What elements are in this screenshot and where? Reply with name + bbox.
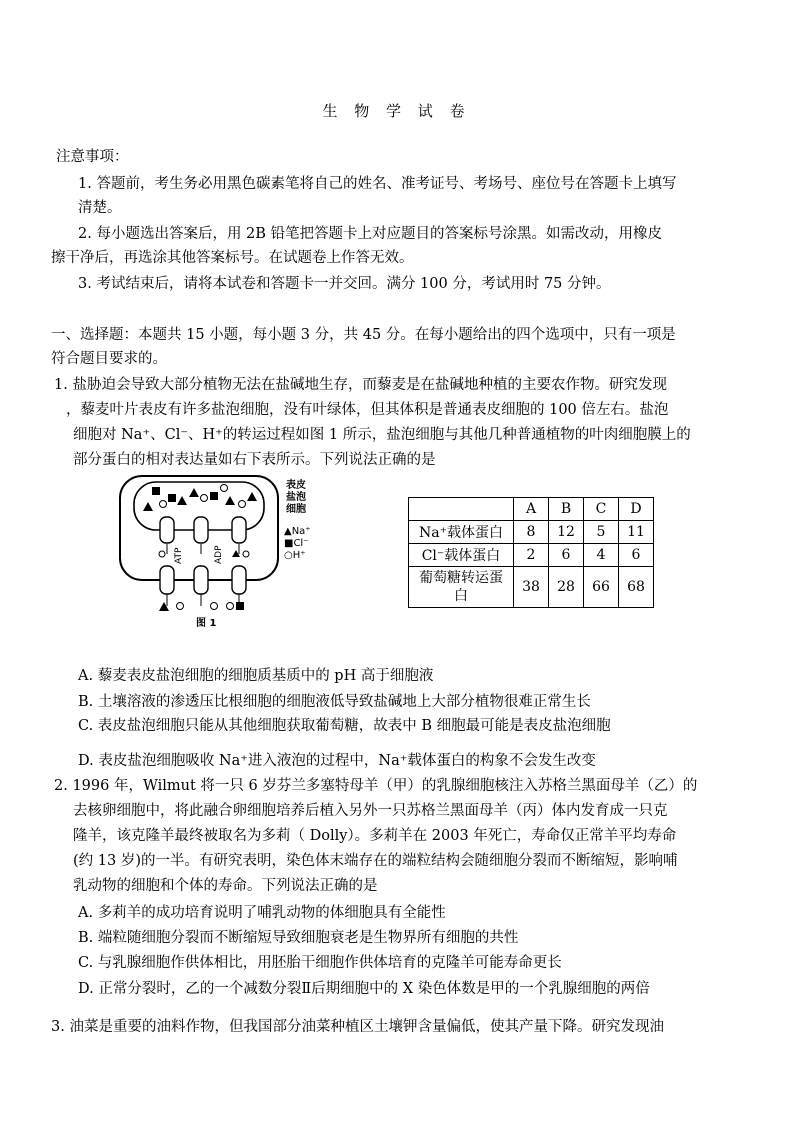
section-heading-cont: 符合题目要求的。 bbox=[51, 351, 167, 367]
legend-h: ○H⁺ bbox=[284, 550, 306, 561]
q2-stem-line: 乳动物的细胞和个体的寿命。下列说法正确的是 bbox=[73, 878, 378, 894]
table-cell: 2 bbox=[514, 544, 549, 567]
table-row-label: Cl⁻载体蛋白 bbox=[409, 544, 514, 567]
page-title: 生 物 学 试 卷 bbox=[322, 102, 471, 120]
q1-option-b: B. 土壤溶液的渗透压比根细胞的细胞液低导致盐碱地上大部分植物很难正常生长 bbox=[78, 694, 591, 710]
table-row-label: 葡萄糖转运蛋 白 bbox=[409, 567, 514, 608]
q1-option-c: C. 表皮盐泡细胞只能从其他细胞获取葡萄糖，故表中 B 细胞最可能是表皮盐泡细胞 bbox=[78, 718, 611, 734]
table-cell: 68 bbox=[619, 567, 654, 608]
table-header-cell: B bbox=[549, 498, 584, 521]
table-row bbox=[409, 567, 654, 608]
legend-na: ▲Na⁺ bbox=[284, 526, 311, 537]
section-heading: 一、选择题：本题共 15 小题，每小题 3 分，共 45 分。在每小题给出的四个选项中，只有一项是 bbox=[51, 327, 676, 343]
table-cell: 6 bbox=[549, 544, 584, 567]
table-cell: 28 bbox=[549, 567, 584, 608]
notice-item-3: 3. 考试结束后，请将本试卷和答题卡一并交回。满分 100 分，考试用时 75 分钟。 bbox=[78, 276, 611, 292]
figure-label-cell: 表皮 盐泡 细胞 bbox=[286, 480, 306, 515]
q1-stem-line: ，藜麦叶片表皮有许多盐泡细胞，没有叶绿体，但其体积是普通表皮细胞的 100 倍左右。盐泡 bbox=[66, 402, 669, 418]
table-cell: 12 bbox=[549, 521, 584, 544]
q2-stem-line: 隆羊，该克隆羊最终被取名为多莉（ Dolly）。多莉羊在 2003 年死亡，寿命仅正常羊平均寿命 bbox=[73, 828, 677, 844]
figure-legend bbox=[284, 526, 311, 562]
notice-item-1: 1. 答题前，考生务必用黑色碳素笔将自己的姓名、准考证号、考场号、座位号在答题卡上填写 bbox=[78, 176, 677, 192]
table-cell: 38 bbox=[514, 567, 549, 608]
table-cell: 8 bbox=[514, 521, 549, 544]
table-cell: 11 bbox=[619, 521, 654, 544]
q1-stem-line: 1. 盐胁迫会导致大部分植物无法在盐碱地生存，而藜麦是在盐碱地种植的主要农作物。研究发现 bbox=[54, 377, 667, 393]
table-cell: 66 bbox=[584, 567, 619, 608]
table-cell: 4 bbox=[584, 544, 619, 567]
q2-stem-line: (约 13 岁)的一半。有研究表明，染色体末端存在的端粒结构会随细胞分裂而不断缩短，影响哺 bbox=[73, 853, 678, 869]
q2-option-a: A. 多莉羊的成功培育说明了哺乳动物的体细胞具有全能性 bbox=[78, 905, 446, 921]
q2-option-c: C. 与乳腺细胞作供体相比，用胚胎干细胞作供体培育的克隆羊可能寿命更长 bbox=[78, 955, 562, 971]
figure-caption: 图 1 bbox=[196, 618, 217, 629]
adp-label: ADP bbox=[214, 545, 224, 564]
figure-1 bbox=[118, 472, 318, 632]
notice-item-2: 2. 每小题选出答案后，用 2B 铅笔把答题卡上对应题目的答案标号涂黑。如需改动，用橡皮 bbox=[78, 226, 663, 242]
notice-item-2-cont: 擦干净后，再选涂其他答案标号。在试题卷上作答无效。 bbox=[51, 250, 414, 266]
legend-cl: ■Cl⁻ bbox=[284, 538, 309, 549]
q1-stem-line: 部分蛋白的相对表达量如右下表所示。下列说法正确的是 bbox=[73, 452, 436, 468]
table-header-cell bbox=[409, 498, 514, 521]
q2-stem-line: 2. 1996 年，Wilmut 将一只 6 岁芬兰多塞特母羊（甲）的乳腺细胞核注入苏格兰黑面母羊（乙）的 bbox=[54, 778, 698, 794]
notice-heading: 注意事项： bbox=[56, 149, 129, 165]
table-header-cell: C bbox=[584, 498, 619, 521]
table-header-cell: D bbox=[619, 498, 654, 521]
q1-option-d: D. 表皮盐泡细胞吸收 Na⁺进入液泡的过程中，Na⁺载体蛋白的构象不会发生改变 bbox=[78, 753, 596, 769]
table-cell: 6 bbox=[619, 544, 654, 567]
table-row bbox=[409, 544, 654, 567]
q2-option-d: D. 正常分裂时，乙的一个减数分裂Ⅱ后期细胞中的 X 染色体数是甲的一个乳腺细胞的两倍 bbox=[78, 981, 650, 997]
table-row-label: Na⁺载体蛋白 bbox=[409, 521, 514, 544]
atp-label: ATP bbox=[174, 547, 184, 564]
table-cell: 5 bbox=[584, 521, 619, 544]
q3-stem-line: 3. 油菜是重要的油料作物，但我国部分油菜种植区土壤钾含量偏低，使其产量下降。研究发现油 bbox=[51, 1019, 664, 1035]
table-header-row bbox=[409, 498, 654, 521]
protein-expression-table bbox=[408, 497, 654, 608]
table-row bbox=[409, 521, 654, 544]
q2-option-b: B. 端粒随细胞分裂而不断缩短导致细胞衰老是生物界所有细胞的共性 bbox=[78, 930, 519, 946]
notice-item-1-cont: 清楚。 bbox=[78, 200, 122, 216]
q2-stem-line: 去核卵细胞中，将此融合卵细胞培养后植入另外一只苏格兰黑面母羊（丙）体内发育成一只克 bbox=[73, 803, 668, 819]
q1-stem-line: 细胞对 Na⁺、Cl⁻、H⁺的转运过程如图 1 所示，盐泡细胞与其他几种普通植物的叶肉细胞膜上的 bbox=[73, 427, 691, 443]
q1-option-a: A. 藜麦表皮盐泡细胞的细胞质基质中的 pH 高于细胞液 bbox=[78, 668, 434, 684]
table-header-cell: A bbox=[514, 498, 549, 521]
